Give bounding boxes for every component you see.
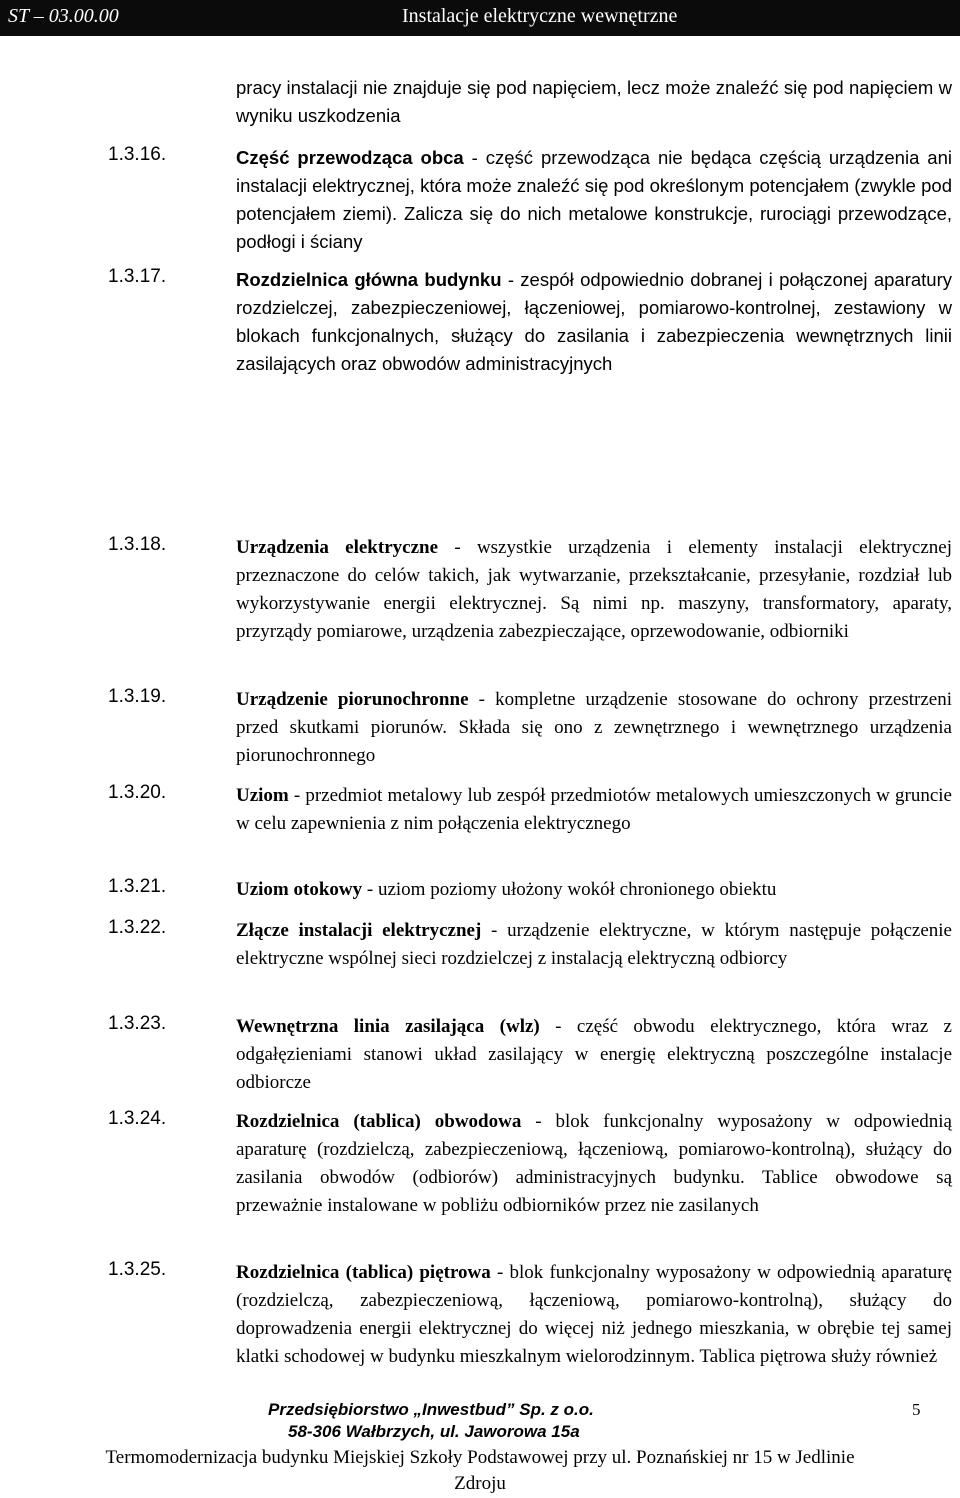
- definition-body: [236, 266, 952, 378]
- spec-title: Instalacje elektryczne wewnętrzne: [402, 5, 678, 27]
- definition-term: Część przewodząca obca: [236, 147, 464, 168]
- definition-term: Uziom: [236, 785, 289, 806]
- definition-term: Urządzenie piorunochronne: [236, 689, 469, 710]
- page-header: [0, 0, 960, 36]
- definition-body: [236, 917, 952, 973]
- definition-term: Uziom otokowy: [236, 879, 363, 900]
- definition-term: Urządzenia elektryczne: [236, 537, 439, 558]
- spec-code: ST – 03.00.00: [8, 5, 119, 27]
- definition-text: - część przewodząca nie będąca częścią urządzenia ani instalacji elektrycznej, która może znaleźć się pod określonym potencjałem (zwykle pod potencjałem ziemi). Zalicza się do nich metalowe konstrukcje, rurociągi przewodzące, podłogi i ściany: [236, 147, 952, 252]
- definition-text: - zespół odpowiednio dobranej i połączonej aparatury rozdzielczej, zabezpieczeniowej, łączeniowej, pomiarowo-kontrolnej, zestawiony w blokach funkcjonalnych, służący do zasilania i zabezpieczenia wewnętrznych linii zasilających oraz obwodów administracyjnych: [236, 269, 952, 374]
- footer-project: [0, 1445, 960, 1497]
- footer-address: 58-306 Wałbrzych, ul. Jaworowa 15a: [288, 1422, 580, 1441]
- definition-text: - urządzenie elektryczne, w którym następuje połączenie elektryczne wspólnej sieci rozdzielczej z instalacją elektryczną odbiorcy: [236, 920, 952, 969]
- definition-number: 1.3.25.: [108, 1259, 167, 1280]
- definition-term: Wewnętrzna linia zasilająca (wlz): [236, 1016, 540, 1037]
- page-number: 5: [912, 1400, 921, 1419]
- definition-body: [236, 686, 952, 770]
- definition-term: Rozdzielnica (tablica) piętrowa: [236, 1262, 491, 1283]
- definition-number: 1.3.23.: [108, 1013, 167, 1034]
- definition-body: [236, 782, 952, 838]
- definition-text: - uziom poziomy ułożony wokół chronionego obiektu: [362, 879, 777, 900]
- definition-body: [236, 144, 952, 256]
- definition-text: - wszystkie urządzenia i elementy instalacji elektrycznej przeznaczone do celów takich, jak wytwarzanie, przekształcanie, przesyłanie, rozdział lub wykorzystywanie energii elektrycznej. Są nimi np. maszyny, transformatory, aparaty, przyrządy pomiarowe, urządzenia zabezpieczające, oprzewodowanie, odbiorniki: [236, 537, 952, 642]
- definition-term: Rozdzielnica (tablica) obwodowa: [236, 1111, 522, 1132]
- definition-text: - kompletne urządzenie stosowane do ochrony przestrzeni przed skutkami piorunów. Składa się ono z zewnętrznego i wewnętrznego urządzenia piorunochronnego: [236, 689, 952, 766]
- definition-number: 1.3.21.: [108, 876, 167, 897]
- definition-text: - blok funkcjonalny wyposażony w odpowiednią aparaturę (rozdzielczą, zabezpieczeniową, łączeniową, pomiarowo-kontrolną), służący do doprowadzenia energii elektrycznej do więcej niż jednego mieszkania, w obrębie tej samej klatki schodowej w budynku mieszkalnym wielorodzinnym. Tablica piętrowa służy również: [236, 1262, 952, 1367]
- definition-body: [236, 1108, 952, 1220]
- definition-body: [236, 534, 952, 646]
- definition-number: 1.3.16.: [108, 144, 167, 165]
- continuation-text: pracy instalacji nie znajduje się pod napięciem, lecz może znaleźć się pod napięciem w wyniku uszkodzenia: [236, 77, 952, 126]
- definition-text: - blok funkcjonalny wyposażony w odpowiednią aparaturę (rozdzielczą, zabezpieczeniową, łączeniową, pomiarowo-kontrolną), służący do zasilania obwodów (odbiorów) administracyjnych budynku. Tablice obwodowe są przeważnie instalowane w pobliżu odbiorników przez nie zasilanych: [236, 1111, 952, 1216]
- definition-number: 1.3.18.: [108, 534, 167, 555]
- definition-body: [236, 876, 952, 904]
- definition-body: [236, 1259, 952, 1371]
- footer-project-line: Zdroju: [454, 1473, 506, 1494]
- definition-number: 1.3.22.: [108, 917, 167, 938]
- definition-term: Rozdzielnica główna budynku: [236, 269, 502, 290]
- definition-number: 1.3.24.: [108, 1108, 167, 1129]
- definition-number: 1.3.20.: [108, 782, 167, 803]
- footer-company: Przedsiębiorstwo „Inwestbud” Sp. z o.o.: [268, 1400, 594, 1419]
- definition-term: Złącze instalacji elektrycznej: [236, 920, 482, 941]
- definition-text: - przedmiot metalowy lub zespół przedmiotów metalowych umieszczonych w gruncie w celu zapewnienia z nim połączenia elektrycznego: [236, 785, 952, 834]
- definition-body: [236, 1013, 952, 1097]
- definition-number: 1.3.17.: [108, 266, 167, 287]
- definition-number: 1.3.19.: [108, 686, 167, 707]
- footer-project-line: Termomodernizacja budynku Miejskiej Szkoły Podstawowej przy ul. Poznańskiej nr 15 w Jedlinie: [105, 1447, 855, 1468]
- definition-text: - część obwodu elektrycznego, która wraz z odgałęzieniami stanowi układ zasilający w energię elektryczną poszczególne instalacje odbiorcze: [236, 1016, 952, 1093]
